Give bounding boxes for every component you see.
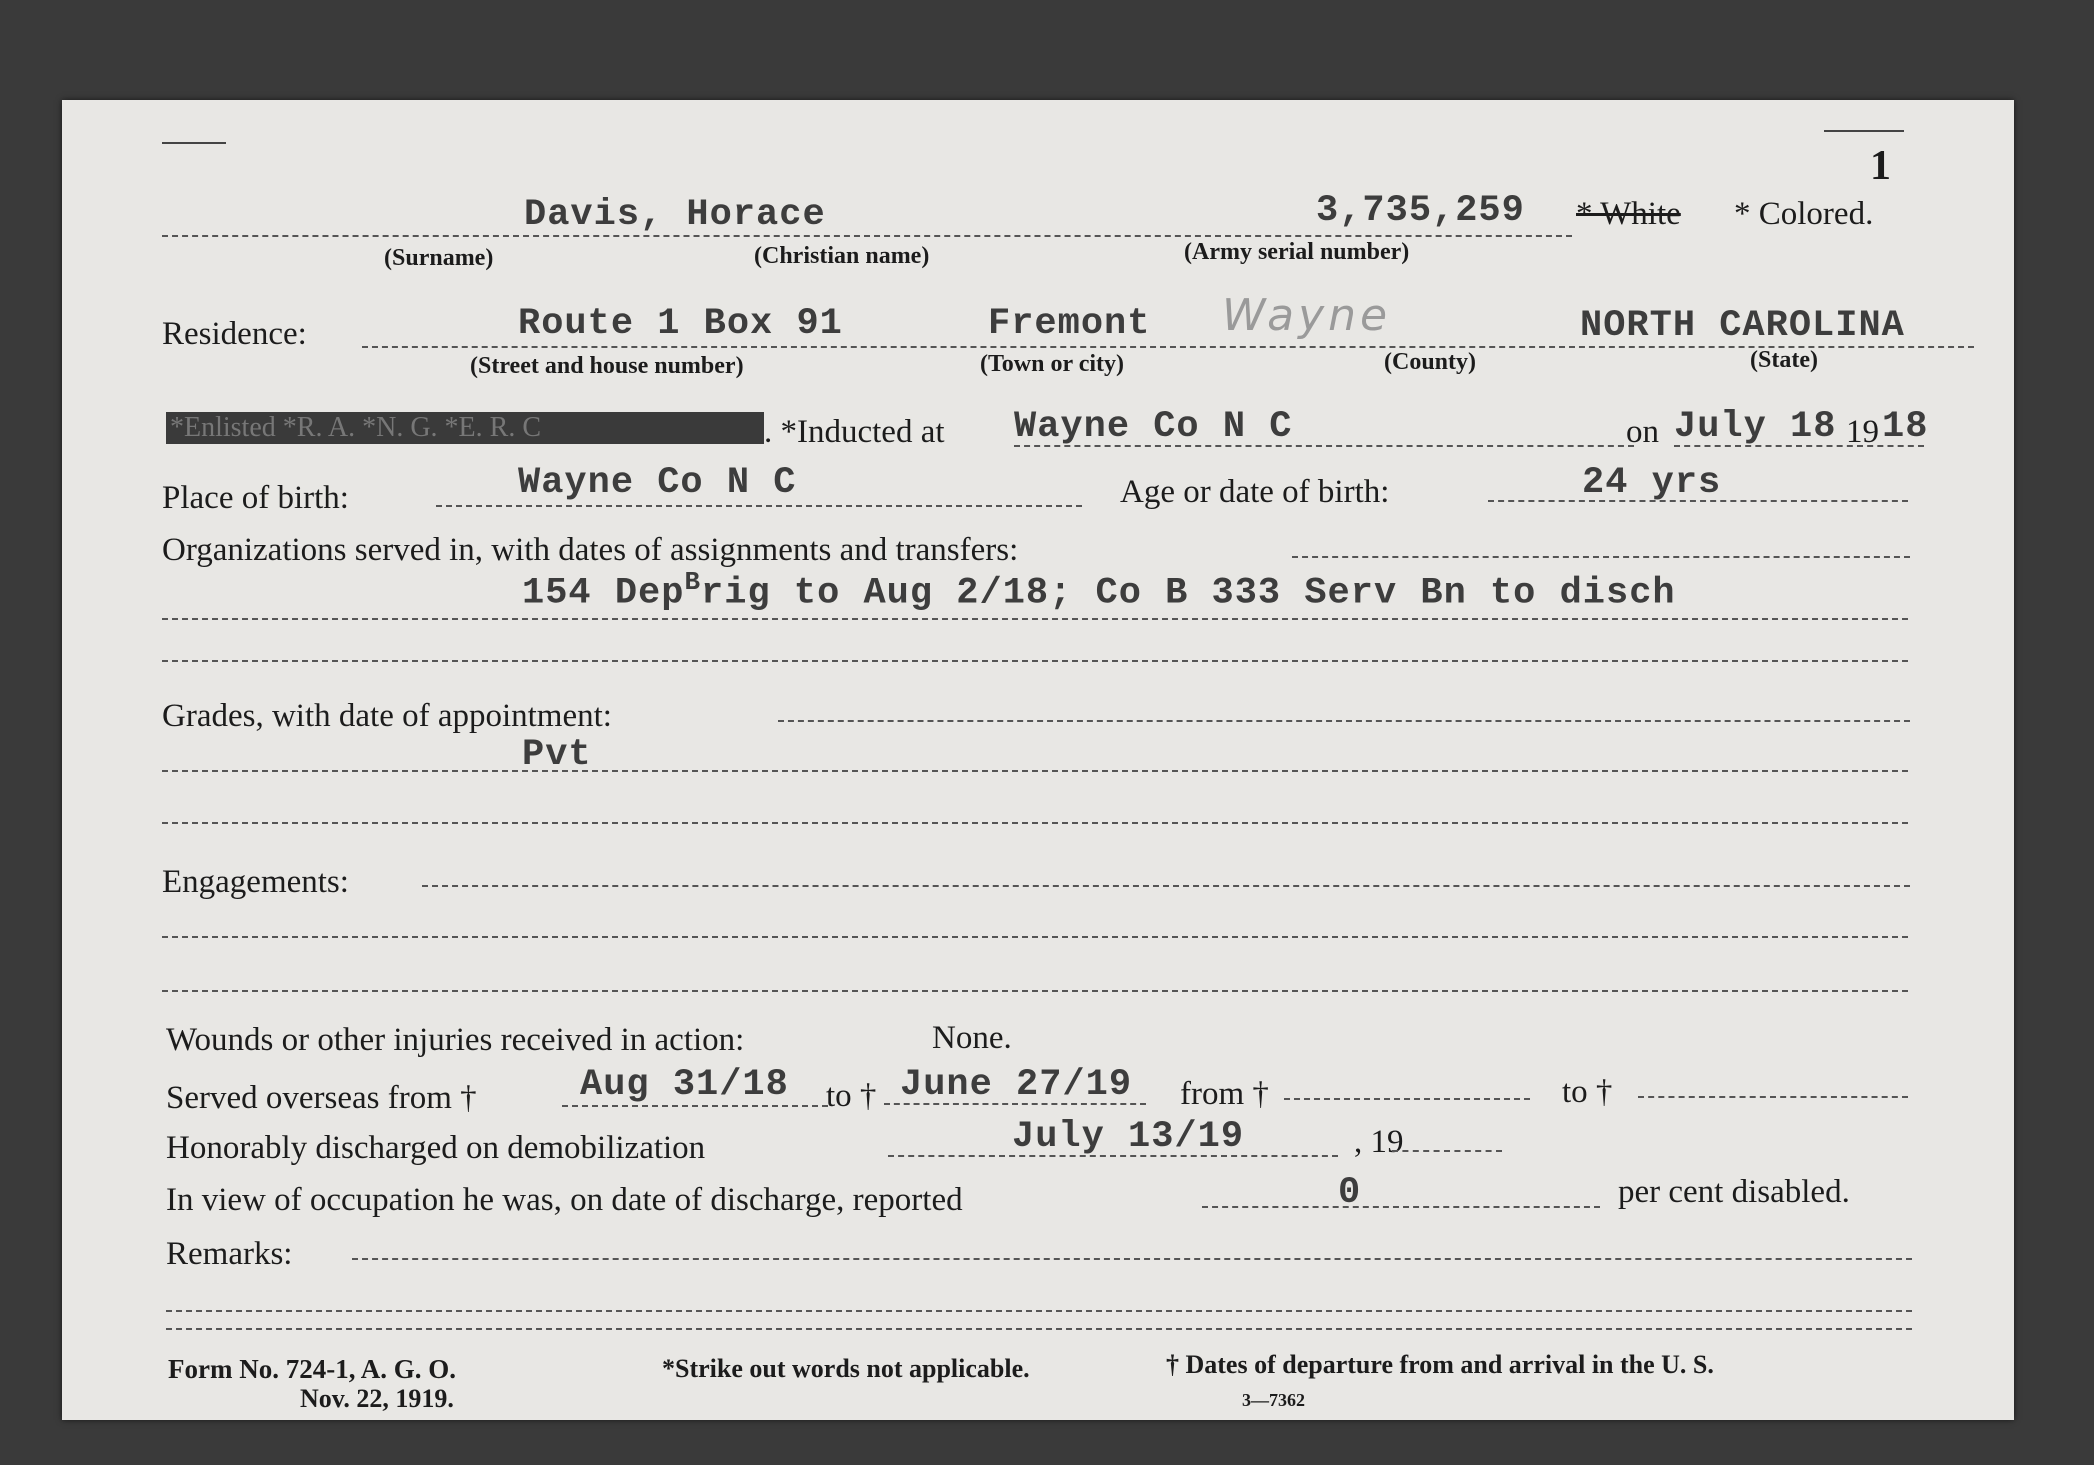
birthplace-line [436, 505, 1082, 507]
name-value: Davis, Horace [524, 194, 826, 236]
orgs-part-b: rig to Aug 2/18; Co B 333 Serv Bn to disch [701, 572, 1676, 615]
on-label: on [1626, 414, 1659, 450]
surname-label: (Surname) [384, 245, 494, 271]
orgs-part-a: 154 Dep [522, 572, 685, 615]
grades-line-1 [778, 720, 1910, 722]
discharge-line [888, 1155, 1338, 1157]
footnote-strike: *Strike out words not applicable. [662, 1354, 1030, 1383]
state-label: (State) [1750, 347, 1818, 373]
disabled-line [1202, 1206, 1600, 1208]
overseas-from-line [562, 1105, 828, 1107]
christian-name-label: (Christian name) [754, 243, 930, 269]
engagements-line-1 [422, 885, 1910, 887]
footnote-dates: † Dates of departure from and arrival in the U. S. [1166, 1350, 1714, 1379]
residence-line [362, 346, 1974, 348]
birthplace-label: Place of birth: [162, 480, 349, 516]
discharge-year-line [1392, 1150, 1502, 1152]
wounds-value: None. [932, 1020, 1012, 1056]
inducted-label: . *Inducted at [764, 414, 945, 450]
street-label: (Street and house number) [470, 353, 744, 379]
race-colored: * Colored. [1734, 196, 1874, 232]
print-code: 3—7362 [1242, 1390, 1305, 1410]
orgs-label: Organizations served in, with dates of assignments and transfers: [162, 532, 1019, 568]
disabled-label: In view of occupation he was, on date of discharge, reported [166, 1182, 963, 1218]
to2-label: to † [1562, 1074, 1613, 1110]
orgs-line-3 [162, 660, 1908, 662]
remarks-line-2 [166, 1310, 1912, 1312]
form-date: Nov. 22, 1919. [300, 1384, 454, 1413]
year-prefix: 19 [1846, 414, 1879, 450]
serial-value: 3,735,259 [1316, 190, 1525, 232]
county-label: (County) [1384, 349, 1477, 375]
discharge-date-value: July 13/19 [1012, 1116, 1245, 1158]
disabled-value: 0 [1338, 1172, 1362, 1214]
inducted-date: July 18 [1674, 406, 1837, 448]
street-value: Route 1 Box 91 [518, 303, 843, 345]
town-label: (Town or city) [980, 351, 1124, 377]
grades-line-3 [162, 822, 1908, 824]
year-suffix: 18 [1882, 406, 1929, 448]
top-left-rule [162, 142, 226, 144]
top-right-rule [1824, 130, 1904, 132]
overseas-to-value: June 27/19 [900, 1064, 1133, 1106]
enlisted-struck-block [166, 412, 764, 444]
from2-line [1284, 1098, 1530, 1100]
discharge-year: , 19 [1354, 1124, 1404, 1160]
to2-line [1638, 1096, 1908, 1098]
county-handwritten: Wayne [1222, 290, 1392, 341]
grade-value: Pvt [522, 734, 592, 776]
grades-line-2 [162, 770, 1908, 772]
age-line [1488, 500, 1908, 502]
engagements-label: Engagements: [162, 864, 349, 900]
inducted-line [1014, 445, 1634, 447]
from2-label: from † [1180, 1076, 1269, 1112]
grades-label: Grades, with date of appointment: [162, 698, 612, 734]
engagements-line-2 [162, 936, 1908, 938]
remarks-line-1 [352, 1258, 1912, 1260]
town-value: Fremont [988, 303, 1151, 345]
engagements-line-3 [162, 990, 1908, 992]
orgs-line-1 [1292, 556, 1910, 558]
overseas-label: Served overseas from † [166, 1080, 477, 1116]
residence-label: Residence: [162, 316, 307, 352]
discharge-label: Honorably discharged on demobilization [166, 1130, 706, 1166]
age-label: Age or date of birth: [1120, 474, 1390, 510]
enlisted-prefix: *Enlisted *R. A. *N. G. *E. R. C [170, 412, 542, 443]
service-record-card [62, 100, 2014, 1420]
page-number: 1 [1870, 143, 1891, 189]
state-value: NORTH CAROLINA [1580, 305, 1905, 347]
inducted-date-line [1674, 445, 1924, 447]
wounds-label: Wounds or other injuries received in action: [166, 1022, 745, 1058]
to-label: to † [826, 1078, 877, 1114]
race-white: * White [1576, 196, 1681, 232]
serial-label: (Army serial number) [1184, 239, 1410, 265]
orgs-value [522, 567, 1676, 614]
age-value: 24 yrs [1582, 462, 1722, 504]
orgs-sup: B [684, 567, 702, 597]
remarks-label: Remarks: [166, 1236, 293, 1272]
overseas-to-line [884, 1103, 1146, 1105]
inducted-at-value: Wayne Co N C [1014, 406, 1293, 448]
orgs-line-2 [162, 618, 1908, 620]
disabled-suffix: per cent disabled. [1618, 1174, 1850, 1210]
overseas-from-value: Aug 31/18 [580, 1064, 789, 1106]
form-number: Form No. 724-1, A. G. O. [168, 1354, 456, 1384]
name-line [162, 235, 1572, 237]
birthplace-value: Wayne Co N C [518, 462, 797, 504]
remarks-line-3 [166, 1328, 1912, 1330]
